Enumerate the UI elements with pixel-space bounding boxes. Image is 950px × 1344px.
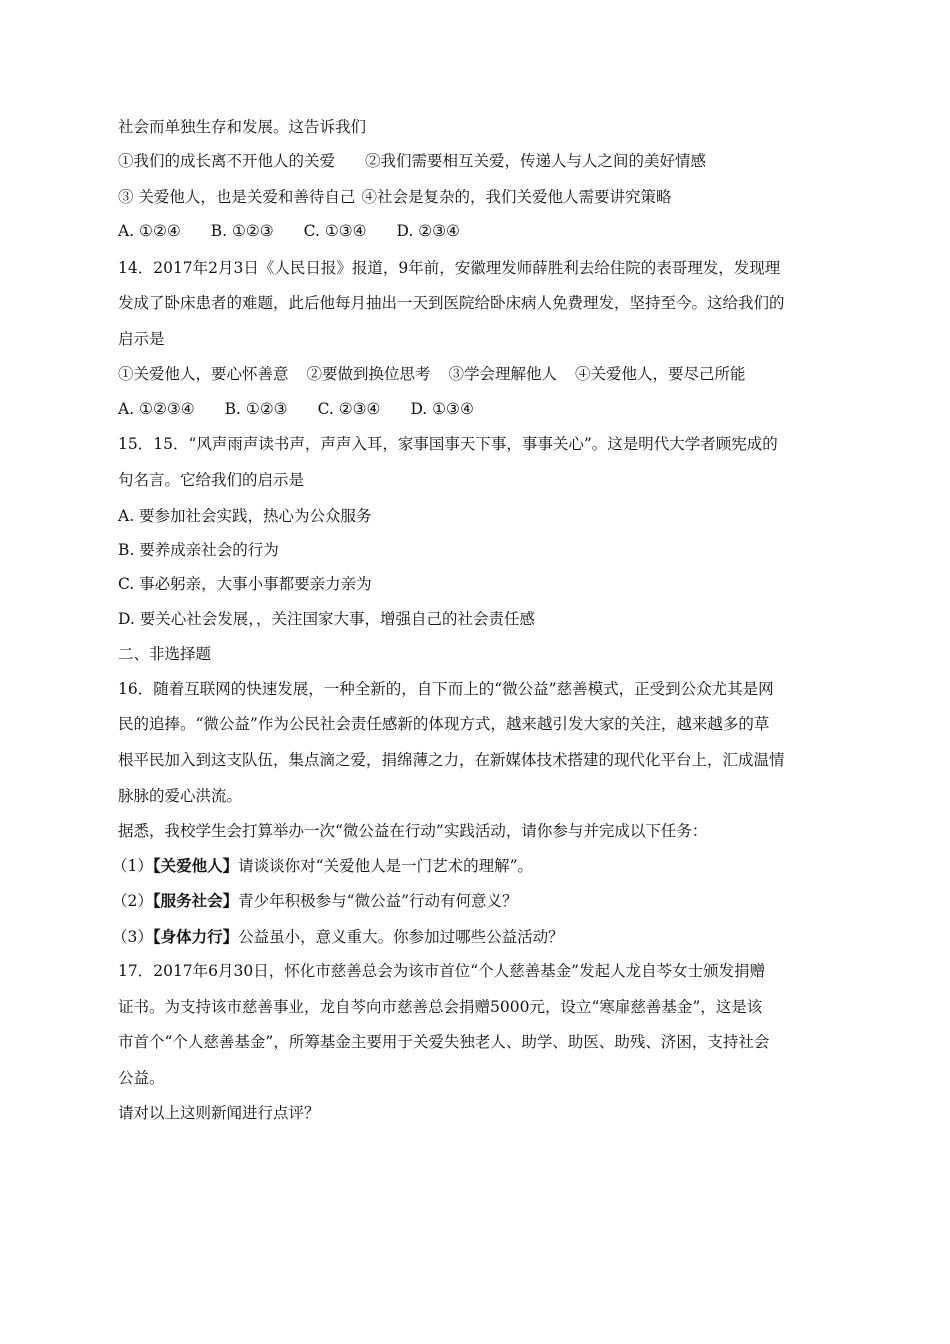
q13-statements-row1 (118, 150, 706, 172)
q15-option-d: D. 要关心社会发展，，关注国家大事，增强自己的社会责任感 (118, 610, 535, 628)
q16-task-2-tag: 【服务社会】 (152, 891, 239, 910)
q13-option-b: B. ①②③ (210, 222, 274, 240)
q17-line-3: 市首个“个人慈善基金”，所筹基金主要用于关爱失独老人、助学、助医、助残、济困，支持社会 (118, 1033, 770, 1051)
q17-line-4: 公益。 (118, 1069, 165, 1087)
q16-task-1 (112, 855, 533, 877)
q16-task-3-tag: 【身体力行】 (152, 927, 239, 946)
q17-line-2: 证书。为支持该市慈善事业，龙自芩向市慈善总会捐赠5000元，设立“寒扉慈善基金”，这是该 (118, 998, 763, 1016)
q13-statement-1: ①我们的成长离不开他人的关爱 (118, 152, 336, 170)
q14-option-b: B. ①②③ (224, 400, 288, 418)
q14-line-3: 启示是 (118, 330, 165, 348)
q16-task-2-number: （2） (112, 892, 153, 910)
q15-option-b: B. 要养成亲社会的行为 (118, 541, 279, 559)
q16-line-1: 16．随着互联网的快速发展，一种全新的，自下而上的“微公益”慈善模式，正受到公众尤其是网 (118, 680, 774, 698)
q16-line-3: 根平民加入到这支队伍，集点滴之爱，捐绵薄之力，在新媒体技术搭建的现代化平台上，汇成温情 (118, 751, 785, 769)
q13-statement-4: ④社会是复杂的，我们关爱他人需要讲究策略 (361, 188, 672, 206)
q15-line-1: 15．15．“风声雨声读书声，声声入耳，家事国事天下事，事事关心”。这是明代大学者顾宪成的 (118, 435, 778, 453)
q13-statement-3: ③ 关爱他人，也是关爱和善待自己 (118, 188, 356, 206)
q16-task-3-text: 公益虽小，意义重大。你参加过哪些公益活动？ (238, 928, 564, 946)
q16-task-2-text: 青少年积极参与“微公益”行动有何意义？ (238, 892, 518, 910)
q14-statement-3: ③学会理解他人 (448, 365, 558, 383)
q13-line-continuation: 社会而单独生存和发展。这告诉我们 (118, 118, 367, 136)
q16-line-2: 民的追捧。“微公益”作为公民社会责任感新的体现方式，越来越引发大家的关注，越来越多的草 (118, 715, 770, 733)
q13-statements-row2 (118, 186, 671, 208)
q15-option-a: A. 要参加社会实践，热心为公众服务 (118, 507, 372, 525)
q15-option-c: C. 事必躬亲，大事小事都要亲力亲为 (118, 575, 372, 593)
q14-statement-2: ②要做到换位思考 (306, 365, 431, 383)
q13-statement-2: ②我们需要相互关爱，传递人与人之间的美好情感 (365, 152, 707, 170)
q14-option-c: C. ②③④ (317, 400, 381, 418)
q16-task-1-tag: 【关爱他人】 (152, 856, 239, 875)
q16-task-2 (112, 890, 518, 912)
q16-line-4: 脉脉的爱心洪流。 (118, 787, 243, 805)
q16-line-5: 据悉，我校学生会打算举办一次“微公益在行动”实践活动，请你参与并完成以下任务： (118, 822, 708, 840)
q16-task-3 (112, 926, 564, 948)
section-2-title: 二、非选择题 (118, 645, 212, 663)
q13-options (118, 220, 460, 242)
q13-option-a: A. ①②④ (118, 222, 181, 240)
q15-line-2: 句名言。它给我们的启示是 (118, 471, 305, 489)
q14-line-2: 发成了卧床患者的难题，此后他每月抽出一天到医院给卧床病人免费理发，坚持至今。这给我们的 (118, 294, 785, 312)
q13-option-d: D. ②③④ (396, 222, 460, 240)
q17-line-1: 17．2017年6月30日，怀化市慈善总会为该市首位“个人慈善基金”发起人龙自芩女士颁发捐赠 (118, 962, 766, 980)
q14-line-1: 14．2017年2月3日《人民日报》报道，9年前，安徽理发师薛胜利去给住院的表哥理发，发现理 (118, 259, 781, 277)
q14-statement-4: ④关爱他人，要尽己所能 (575, 365, 746, 383)
q16-task-1-number: （1） (112, 857, 153, 875)
q14-option-d: D. ①③④ (410, 400, 474, 418)
q16-task-3-number: （3） (112, 928, 153, 946)
q14-statement-1: ①关爱他人，要心怀善意 (118, 365, 289, 383)
q14-option-a: A. ①②③④ (118, 400, 195, 418)
q14-options (118, 398, 474, 420)
q14-statements (118, 363, 746, 385)
q16-task-1-text: 请谈谈你对“关爱他人是一门艺术的理解”。 (238, 857, 533, 875)
q17-line-5: 请对以上这则新闻进行点评？ (118, 1104, 320, 1122)
q13-option-c: C. ①③④ (303, 222, 367, 240)
